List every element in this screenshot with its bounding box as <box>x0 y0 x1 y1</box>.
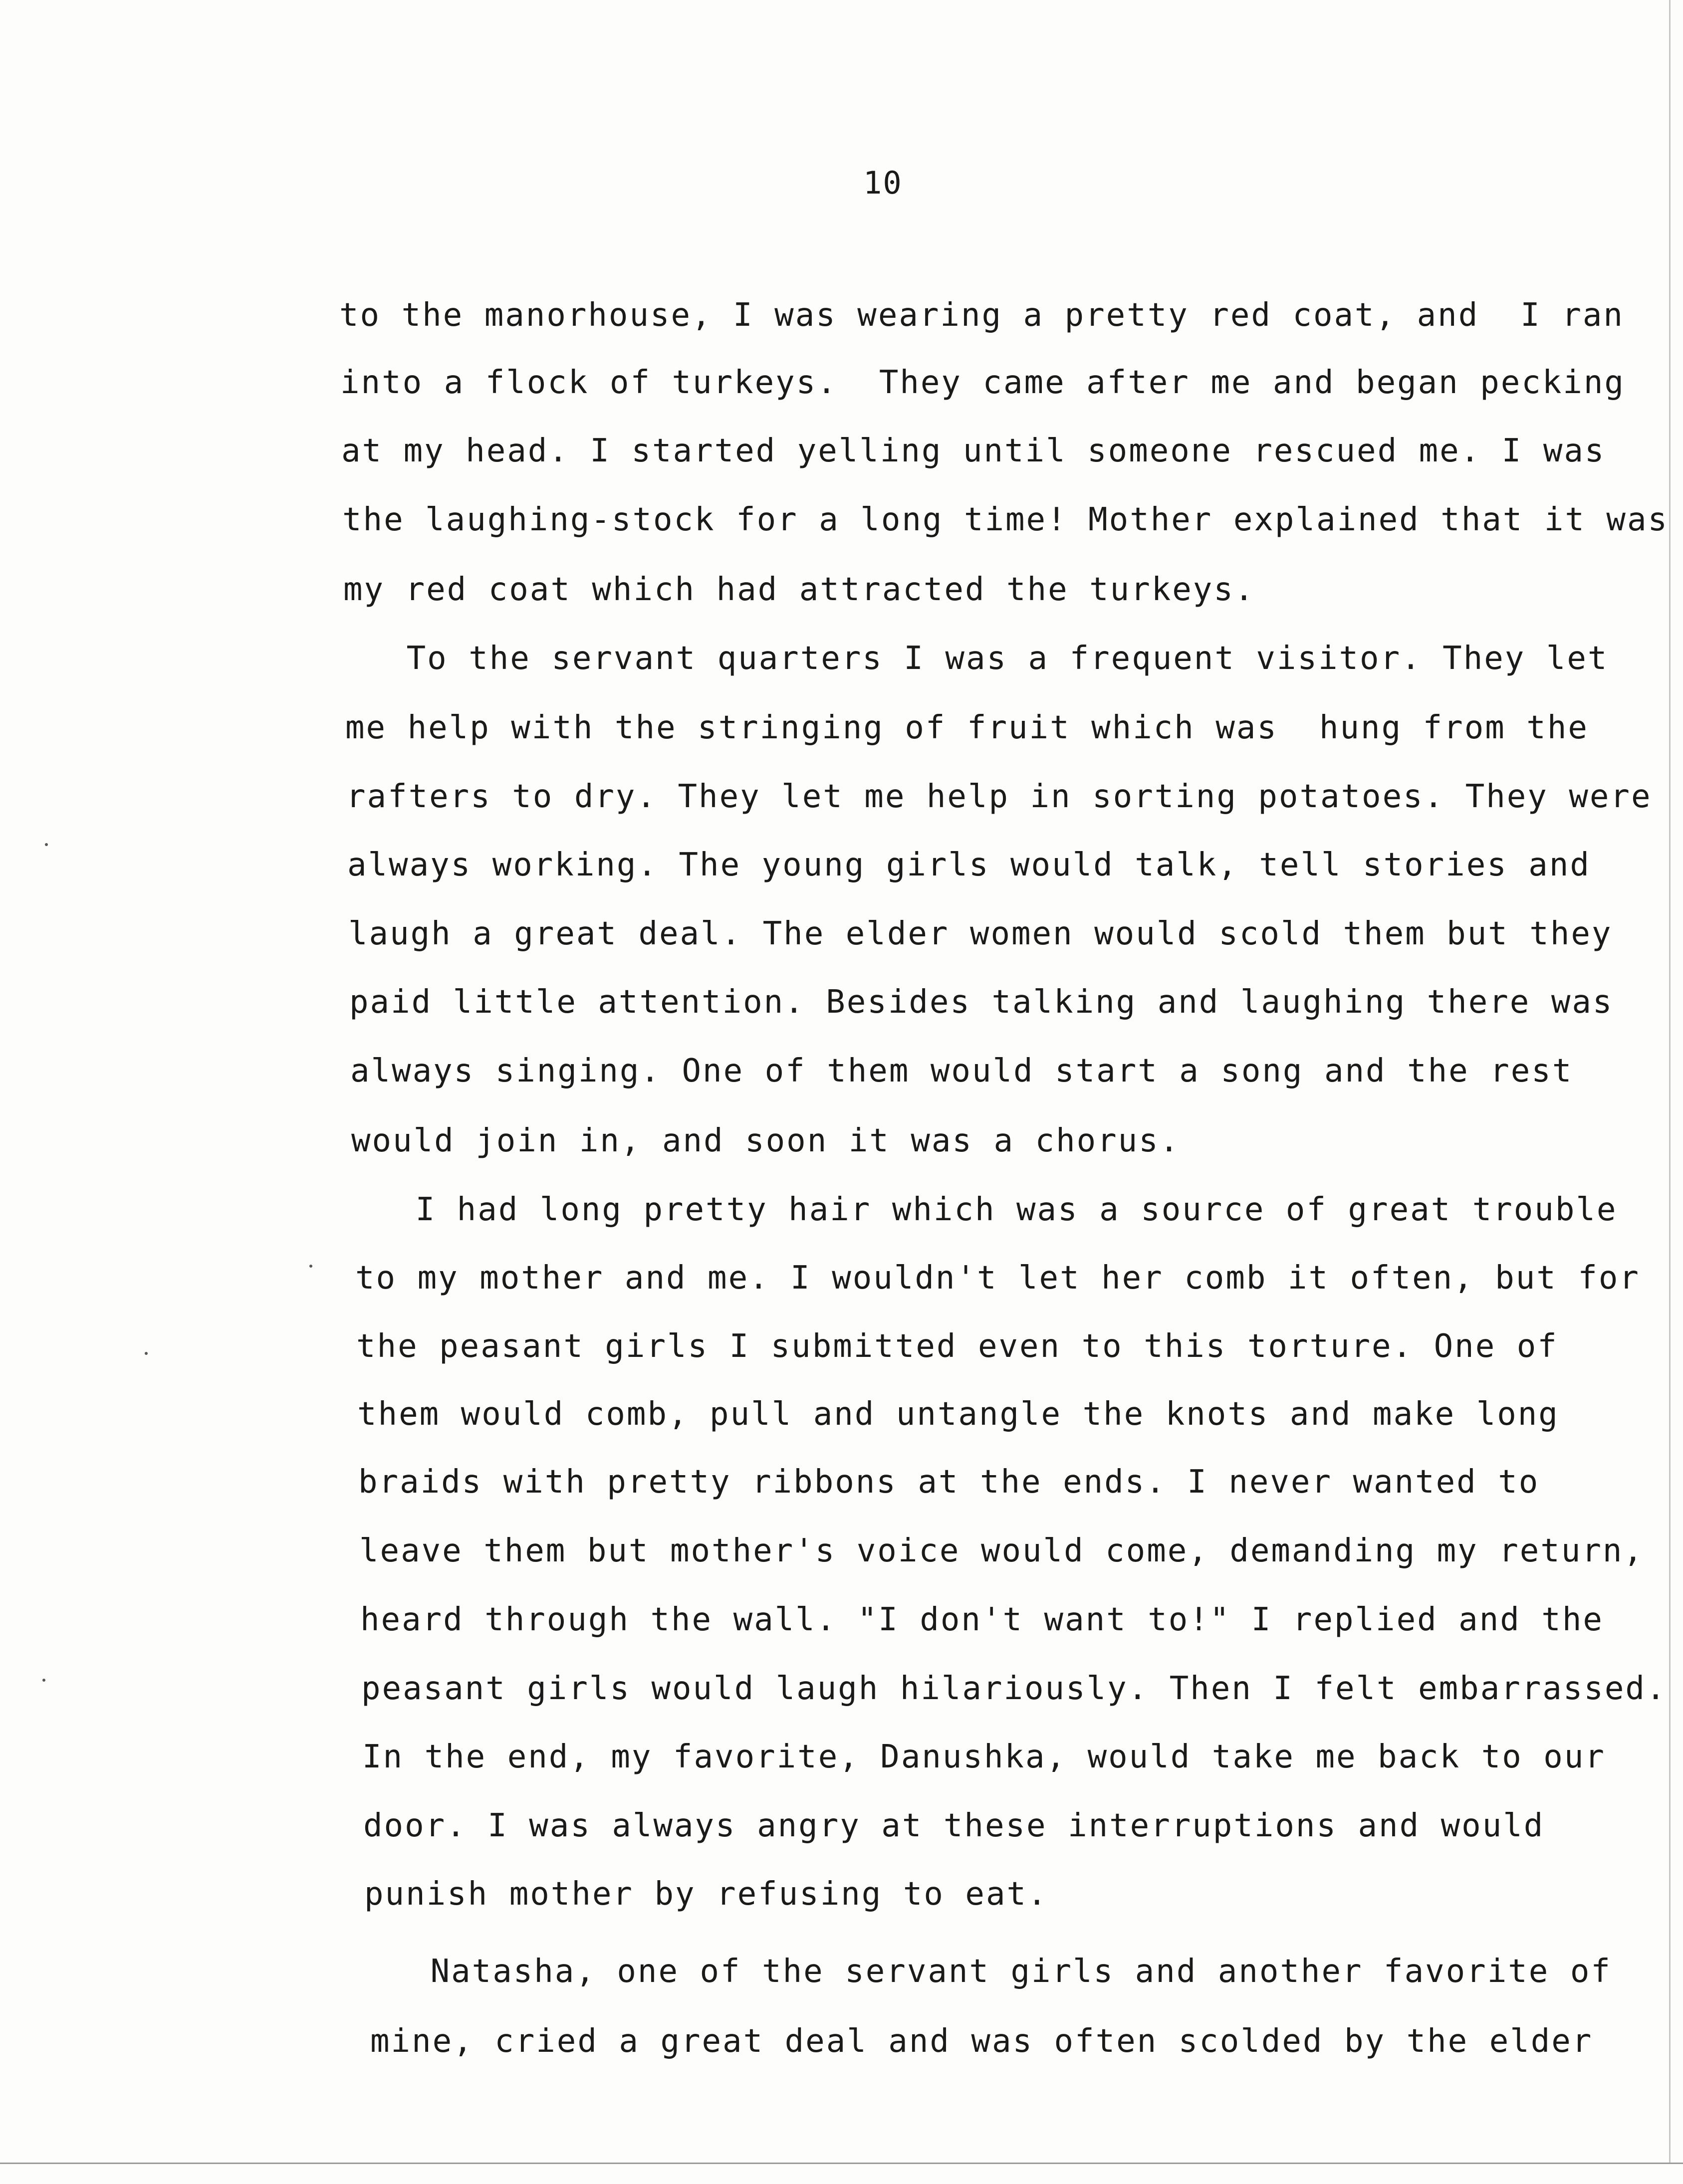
text-line: them would comb, pull and untangle the knots and make long <box>357 1396 1559 1433</box>
text-line: into a flock of turkeys. They came after me and began pecking <box>340 364 1625 401</box>
text-line: me help with the stringing of fruit which was hung from the <box>345 709 1589 746</box>
scan-speck <box>145 1352 148 1355</box>
text-line: door. I was always angry at these interruptions and would <box>363 1807 1545 1844</box>
text-line: In the end, my favorite, Danushka, would take me back to our <box>362 1739 1606 1775</box>
text-line: mine, cried a great deal and was often scolded by the elder <box>370 2023 1593 2060</box>
page-number: 10 <box>863 165 903 201</box>
scan-speck <box>42 1679 45 1682</box>
text-line: always singing. One of them would start a song and the rest <box>350 1053 1573 1090</box>
page-bottom-edge <box>0 2163 1683 2164</box>
text-line: peasant girls would laugh hilariously. Then I felt embarrassed. <box>361 1670 1667 1707</box>
text-line: To the servant quarters I was a frequent visitor. They let <box>344 640 1609 677</box>
text-line: paid little attention. Besides talking and laughing there was <box>349 984 1614 1021</box>
text-line: braids with pretty ribbons at the ends. I never wanted to <box>358 1464 1540 1501</box>
text-line: to my mother and me. I wouldn't let her comb it often, but for <box>355 1260 1640 1297</box>
text-line: Natasha, one of the servant girls and another favorite of <box>368 1953 1612 1990</box>
scan-speck <box>45 843 48 846</box>
text-line: punish mother by refusing to eat. <box>364 1876 1048 1913</box>
text-line: heard through the wall. "I don't want to!" I replied and the <box>360 1601 1604 1638</box>
text-line: laugh a great deal. The elder women would scold them but they <box>348 915 1613 952</box>
scan-speck <box>309 1265 312 1268</box>
text-line: rafters to dry. They let me help in sorting potatoes. They were <box>346 778 1652 815</box>
text-line: would join in, and soon it was a chorus. <box>351 1122 1181 1159</box>
text-line: always working. The young girls would talk, tell stories and <box>347 847 1591 883</box>
page-right-edge <box>1669 0 1671 2163</box>
text-line: the peasant girls I submitted even to this torture. One of <box>356 1328 1558 1365</box>
text-line: to the manorhouse, I was wearing a pretty red coat, and I ran <box>339 297 1624 334</box>
text-line: leave them but mother's voice would come, demanding my return, <box>359 1532 1644 1569</box>
text-line: the laughing-stock for a long time! Mother explained that it was <box>342 501 1669 538</box>
text-line: I had long pretty hair which was a source of great trouble <box>353 1191 1618 1228</box>
text-line: at my head. I started yelling until someone rescued me. I was <box>341 433 1606 469</box>
text-line: my red coat which had attracted the turkeys. <box>343 571 1255 608</box>
